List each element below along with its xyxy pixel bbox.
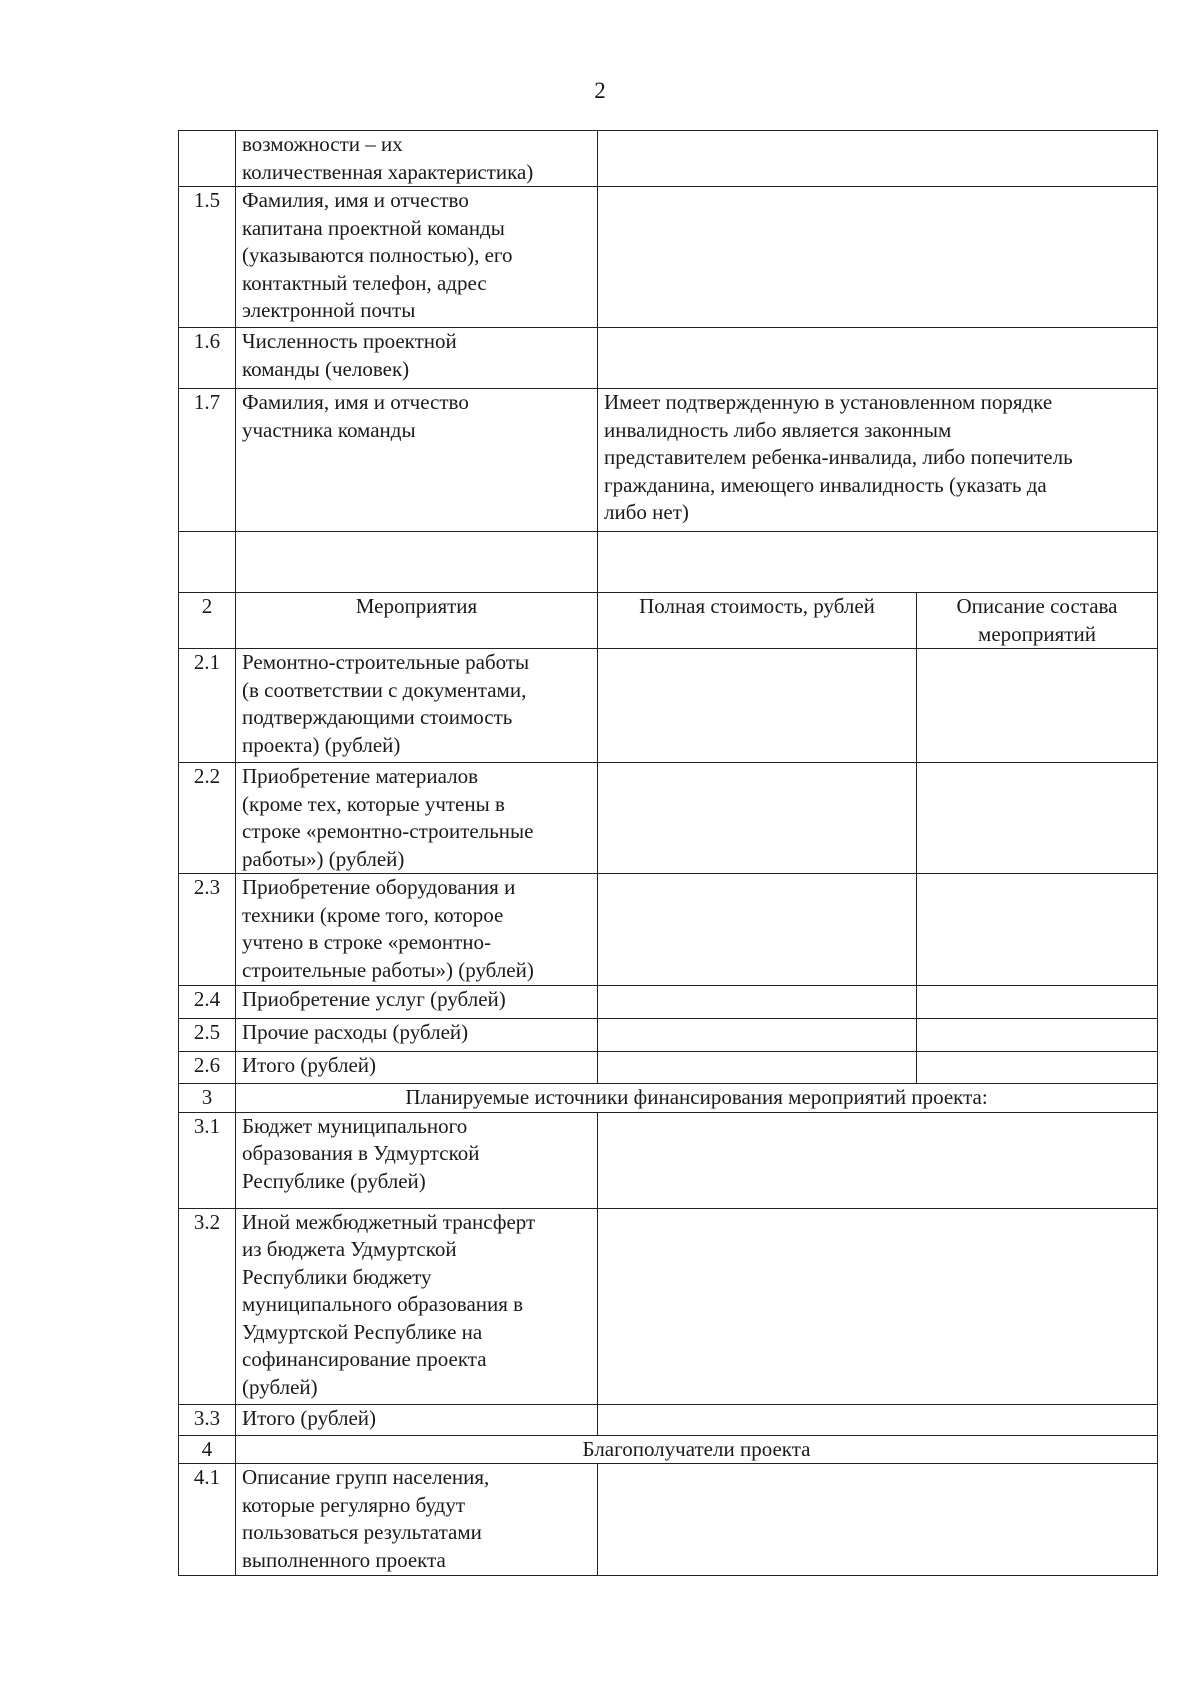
row-2-4	[179, 986, 1158, 1019]
row-label: Иной межбюджетный трансферт из бюджета Удмуртской Республики бюджету муниципального образования в Удмуртской Республике на софинансирование проекта (рублей)	[236, 1208, 598, 1404]
row-number: 2.1	[179, 649, 236, 763]
column-header-description: Описание состава мероприятий	[917, 593, 1158, 649]
row-number: 2.6	[179, 1052, 236, 1084]
description-cell[interactable]	[917, 1052, 1158, 1084]
row-label: Итого (рублей)	[236, 1404, 598, 1435]
column-header-full-cost: Полная стоимость, рублей	[598, 593, 917, 649]
value-cell[interactable]	[598, 1464, 1158, 1576]
row-3-3	[179, 1404, 1158, 1435]
value-cell[interactable]	[598, 1208, 1158, 1404]
value-cell[interactable]	[598, 532, 1158, 593]
row-number: 1.5	[179, 187, 236, 328]
row-blank	[179, 532, 1158, 593]
row-label: Приобретение услуг (рублей)	[236, 986, 598, 1019]
row-4-section	[179, 1435, 1158, 1464]
row-label: Бюджет муниципального образования в Удмуртской Республике (рублей)	[236, 1112, 598, 1208]
row-label: Прочие расходы (рублей)	[236, 1019, 598, 1052]
row-label: Приобретение оборудования и техники (кроме того, которое учтено в строке «ремонтно- строительные работы») (рублей)	[236, 874, 598, 986]
description-cell[interactable]	[917, 649, 1158, 763]
row-label: Приобретение материалов (кроме тех, которые учтены в строке «ремонтно-строительные работы») (рублей)	[236, 763, 598, 874]
cost-cell[interactable]	[598, 986, 917, 1019]
cost-cell[interactable]	[598, 763, 917, 874]
row-number: 2.3	[179, 874, 236, 986]
row-number: 4.1	[179, 1464, 236, 1576]
row-label: Ремонтно-строительные работы (в соответствии с документами, подтверждающими стоимость проекта) (рублей)	[236, 649, 598, 763]
row-1-6	[179, 328, 1158, 389]
cost-cell[interactable]	[598, 1019, 917, 1052]
row-2-5	[179, 1019, 1158, 1052]
row-label: Описание групп населения, которые регулярно будут пользоваться результатами выполненного проекта	[236, 1464, 598, 1576]
row-number	[179, 131, 236, 187]
disability-status-cell[interactable]: Имеет подтвержденную в установленном порядке инвалидность либо является законным представителем ребенка-инвалида, либо попечитель гражданина, имеющего инвалидность (указать да либо нет)	[598, 389, 1158, 532]
row-2-header	[179, 593, 1158, 649]
row-number: 3.3	[179, 1404, 236, 1435]
row-number: 3.2	[179, 1208, 236, 1404]
page-number: 2	[594, 78, 606, 103]
row-number: 2	[179, 593, 236, 649]
cost-cell[interactable]	[598, 1052, 917, 1084]
description-cell[interactable]	[917, 986, 1158, 1019]
section-title: Благополучатели проекта	[236, 1435, 1158, 1464]
row-3-2	[179, 1208, 1158, 1404]
row-1-5	[179, 187, 1158, 328]
row-label: Численность проектной команды (человек)	[236, 328, 598, 389]
row-2-3	[179, 874, 1158, 986]
row-label: Фамилия, имя и отчество капитана проектной команды (указываются полностью), его контактный телефон, адрес электронной почты	[236, 187, 598, 328]
description-cell[interactable]	[917, 874, 1158, 986]
row-1-4-continued	[179, 131, 1158, 187]
row-label: возможности – их количественная характеристика)	[236, 131, 598, 187]
column-header-activities: Мероприятия	[236, 593, 598, 649]
value-cell[interactable]	[598, 328, 1158, 389]
row-2-6	[179, 1052, 1158, 1084]
application-form-table	[178, 130, 1158, 1576]
row-number: 3	[179, 1084, 236, 1113]
row-number: 3.1	[179, 1112, 236, 1208]
value-cell[interactable]	[598, 131, 1158, 187]
row-label: Фамилия, имя и отчество участника команды	[236, 389, 598, 532]
row-3-1	[179, 1112, 1158, 1208]
section-title: Планируемые источники финансирования мероприятий проекта:	[236, 1084, 1158, 1113]
cost-cell[interactable]	[598, 874, 917, 986]
row-number	[179, 532, 236, 593]
row-2-1	[179, 649, 1158, 763]
row-number: 4	[179, 1435, 236, 1464]
row-number: 1.7	[179, 389, 236, 532]
row-4-1	[179, 1464, 1158, 1576]
cost-cell[interactable]	[598, 649, 917, 763]
description-cell[interactable]	[917, 1019, 1158, 1052]
row-label	[236, 532, 598, 593]
row-2-2	[179, 763, 1158, 874]
row-number: 2.4	[179, 986, 236, 1019]
description-cell[interactable]	[917, 763, 1158, 874]
row-label: Итого (рублей)	[236, 1052, 598, 1084]
row-3-section	[179, 1084, 1158, 1113]
value-cell[interactable]	[598, 1112, 1158, 1208]
row-number: 2.2	[179, 763, 236, 874]
row-number: 2.5	[179, 1019, 236, 1052]
row-1-7	[179, 389, 1158, 532]
value-cell[interactable]	[598, 1404, 1158, 1435]
value-cell[interactable]	[598, 187, 1158, 328]
row-number: 1.6	[179, 328, 236, 389]
